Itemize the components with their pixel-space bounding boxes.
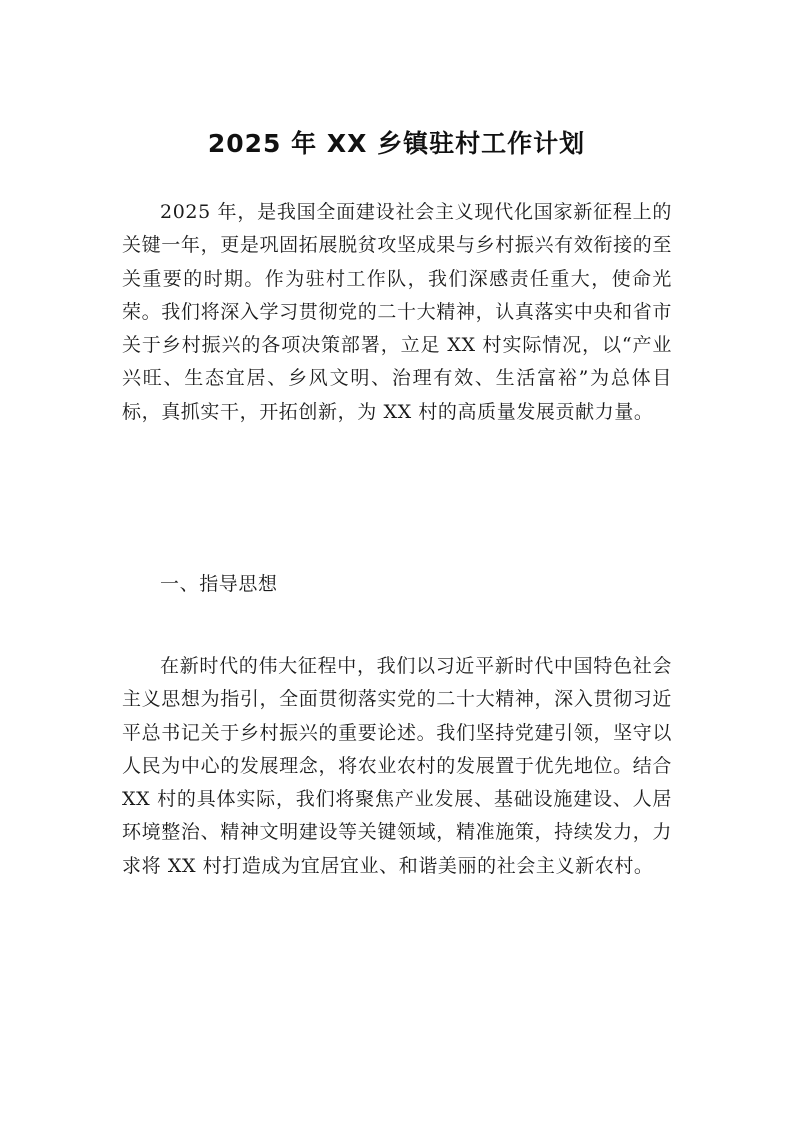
section-heading-guiding-ideology: 一、指导思想 (160, 573, 278, 595)
document-title: 2025 年 XX 乡镇驻村工作计划 (207, 129, 586, 158)
intro-paragraph: 2025 年，是我国全面建设社会主义现代化国家新征程上的关键一年，更是巩固拓展脱贫攻坚成果与乡村振兴有效衔接的至关重要的时期。作为驻村工作队，我们深感责任重大，使命光荣。我们将深入学习贯彻党的二十大精神，认真落实中央和省市关于乡村振兴的各项决策部署，立足 XX 村实际情况，以“产业兴旺、生态宜居、乡风文明、治理有效、生活富裕”为总体目标，真抓实干，开拓创新，为 XX 村的高质量发展贡献力量。 (122, 201, 672, 423)
section-body-guiding-ideology: 在新时代的伟大征程中，我们以习近平新时代中国特色社会主义思想为指引，全面贯彻落实党的二十大精神，深入贯彻习近平总书记关于乡村振兴的重要论述。我们坚持党建引领，坚守以人民为中心的发展理念，将农业农村的发展置于优先地位。结合 XX 村的具体实际，我们将聚焦产业发展、基础设施建设、人居环境整治、精神文明建设等关键领域，精准施策，持续发力，力求将 XX 村打造成为宜居宜业、和谐美丽的社会主义新农村。 (122, 655, 672, 877)
